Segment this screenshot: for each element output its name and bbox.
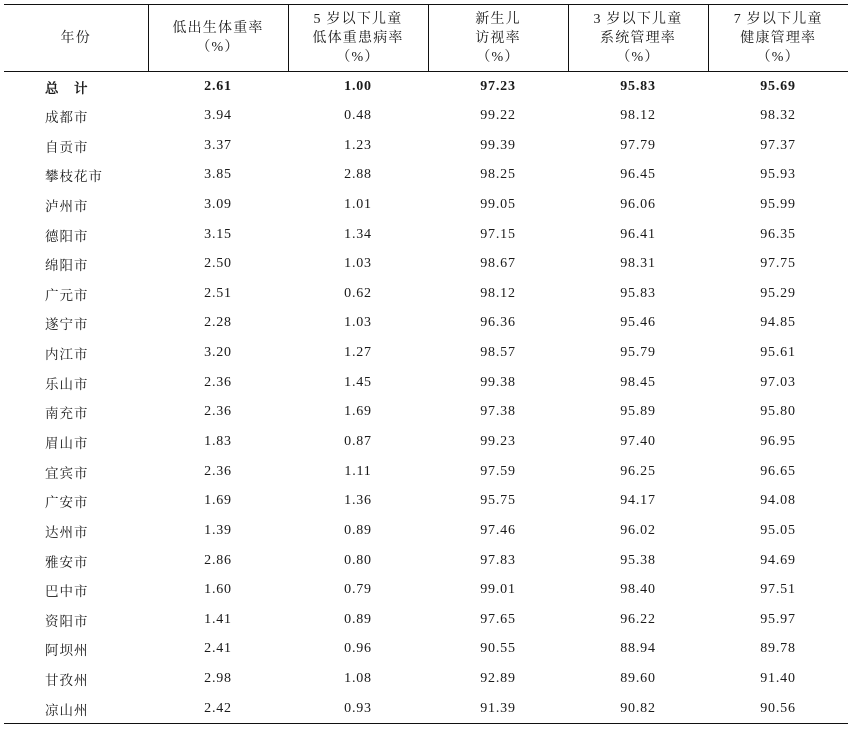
region-label: 攀枝花市: [45, 169, 103, 185]
cell-low-birth-weight-rate: 2.61: [204, 78, 232, 94]
cell-under7-health-management-rate: 96.65: [760, 463, 796, 479]
cell-under5-low-weight-prevalence: 0.87: [344, 434, 372, 449]
cell-under3-systematic-management-rate: 89.60: [620, 671, 656, 687]
cell-newborn-visit-rate: 98.57: [480, 345, 516, 361]
table-row-total: [4, 72, 848, 102]
table-row: [4, 694, 848, 724]
region-label: 甘孜州: [45, 673, 89, 689]
table-header: [4, 5, 848, 72]
cell-under7-health-management-rate: 94.85: [760, 315, 796, 331]
cell-newborn-visit-rate: 97.38: [480, 404, 516, 420]
cell-newborn-visit-rate: 97.23: [480, 78, 516, 94]
cell-low-birth-weight-rate: 1.41: [204, 611, 232, 627]
cell-under7-health-management-rate: 94.08: [760, 493, 796, 509]
cell-under5-low-weight-prevalence: 0.80: [344, 552, 372, 568]
table-row: [4, 635, 848, 665]
cell-under3-systematic-management-rate: 88.94: [620, 641, 656, 657]
table-body: [4, 72, 848, 724]
cell-under3-systematic-management-rate: 95.38: [620, 552, 656, 568]
cell-under5-low-weight-prevalence: 1.00: [344, 78, 372, 94]
table-row: [4, 249, 848, 279]
cell-under5-low-weight-prevalence: 1.27: [344, 345, 372, 361]
cell-low-birth-weight-rate: 3.37: [204, 137, 232, 153]
table-row: [4, 368, 848, 398]
region-label: 雅安市: [45, 554, 89, 570]
header-line: 5 岁以下儿童: [313, 11, 403, 27]
cell-under5-low-weight-prevalence: 1.01: [344, 196, 372, 212]
cell-low-birth-weight-rate: 3.20: [204, 345, 232, 361]
region-label: 眉山市: [45, 436, 89, 451]
region-label: 遂宁市: [45, 317, 89, 333]
cell-under7-health-management-rate: 97.75: [760, 256, 796, 272]
cell-under7-health-management-rate: 97.37: [760, 137, 796, 153]
cell-under5-low-weight-prevalence: 1.08: [344, 671, 372, 687]
region-label: 绵阳市: [45, 258, 89, 274]
cell-under5-low-weight-prevalence: 1.36: [344, 493, 372, 509]
region-label: 巴中市: [45, 584, 89, 600]
cell-under5-low-weight-prevalence: 2.88: [344, 167, 372, 183]
cell-under5-low-weight-prevalence: 0.93: [288, 694, 428, 724]
cell-low-birth-weight-rate: 1.39: [204, 522, 232, 538]
header-unit: （%）: [616, 49, 660, 65]
header-under3-systematic-management-rate: [568, 5, 708, 72]
header-line: 低出生体重率: [172, 21, 264, 36]
region-label: 达州市: [45, 524, 89, 540]
table-row: [4, 546, 848, 576]
cell-newborn-visit-rate: 97.65: [480, 611, 516, 627]
table-row: [4, 398, 848, 428]
cell-under5-low-weight-prevalence: 1.34: [344, 226, 372, 242]
header-under5-low-weight-prevalence: [288, 5, 428, 72]
cell-under3-systematic-management-rate: 96.45: [620, 167, 656, 183]
region-label: 乐山市: [45, 376, 89, 392]
cell-low-birth-weight-rate: 2.86: [204, 552, 232, 568]
region-label: 阿坝州: [45, 643, 89, 659]
cell-under3-systematic-management-rate: 90.82: [568, 694, 708, 724]
cell-newborn-visit-rate: 99.39: [480, 137, 516, 153]
cell-under5-low-weight-prevalence: 1.03: [344, 256, 372, 272]
header-line: 新生儿: [475, 11, 521, 27]
cell-under7-health-management-rate: 89.78: [760, 641, 796, 657]
cell-low-birth-weight-rate: 2.28: [204, 315, 232, 331]
cell-under3-systematic-management-rate: 96.02: [620, 522, 656, 538]
cell-under7-health-management-rate: 97.51: [760, 582, 796, 598]
region-label: 内江市: [45, 347, 89, 363]
cell-under5-low-weight-prevalence: 0.79: [344, 582, 372, 598]
total-label: 总 计: [45, 80, 89, 96]
region-label: 德阳市: [45, 228, 89, 244]
cell-newborn-visit-rate: 95.75: [480, 493, 516, 509]
cell-under7-health-management-rate: 91.40: [760, 671, 796, 687]
table-row: [4, 220, 848, 250]
cell-newborn-visit-rate: 99.01: [480, 582, 516, 598]
cell-under5-low-weight-prevalence: 0.62: [344, 285, 372, 301]
cell-low-birth-weight-rate: 2.36: [204, 463, 232, 479]
cell-newborn-visit-rate: 98.67: [480, 256, 516, 272]
cell-under3-systematic-management-rate: 98.40: [620, 582, 656, 598]
header-newborn-visit-rate: [428, 5, 568, 72]
cell-low-birth-weight-rate: 3.85: [204, 167, 232, 183]
cell-newborn-visit-rate: 99.23: [480, 434, 516, 449]
cell-under3-systematic-management-rate: 98.31: [620, 256, 656, 272]
cell-low-birth-weight-rate: 2.36: [204, 404, 232, 420]
region-label: 南充市: [45, 406, 89, 422]
header-line: 3 岁以下儿童: [593, 11, 683, 27]
cell-under3-systematic-management-rate: 96.06: [620, 196, 656, 212]
header-year: [4, 5, 148, 72]
cell-under7-health-management-rate: 97.03: [760, 374, 796, 390]
cell-under5-low-weight-prevalence: 0.96: [344, 641, 372, 657]
table-row: [4, 427, 848, 457]
cell-under7-health-management-rate: 95.69: [760, 78, 796, 94]
region-label: 宜宾市: [45, 465, 89, 481]
cell-under5-low-weight-prevalence: 1.03: [344, 315, 372, 331]
cell-under7-health-management-rate: 95.29: [760, 285, 796, 301]
header-unit: （%）: [476, 49, 520, 65]
region-label: 成都市: [45, 109, 89, 125]
cell-low-birth-weight-rate: 2.51: [204, 285, 232, 301]
cell-low-birth-weight-rate: 3.94: [204, 107, 232, 123]
header-unit: （%）: [336, 49, 380, 65]
cell-under5-low-weight-prevalence: 1.11: [344, 463, 372, 479]
cell-under7-health-management-rate: 94.69: [760, 552, 796, 568]
cell-low-birth-weight-rate: 2.41: [204, 641, 232, 657]
cell-low-birth-weight-rate: 3.15: [204, 226, 232, 242]
cell-newborn-visit-rate: 99.38: [480, 374, 516, 390]
cell-low-birth-weight-rate: 2.98: [204, 671, 232, 687]
cell-under5-low-weight-prevalence: 0.48: [344, 107, 372, 123]
table-row: [4, 605, 848, 635]
table-row: [4, 131, 848, 161]
table-row: [4, 486, 848, 516]
cell-low-birth-weight-rate: 1.69: [204, 493, 232, 509]
table-row: [4, 101, 848, 131]
cell-low-birth-weight-rate: 1.83: [204, 434, 232, 449]
cell-under7-health-management-rate: 96.35: [760, 226, 796, 242]
header-line: 访视率: [475, 30, 521, 46]
cell-under3-systematic-management-rate: 95.83: [620, 285, 656, 301]
cell-under3-systematic-management-rate: 96.22: [620, 611, 656, 627]
cell-newborn-visit-rate: 91.39: [428, 694, 568, 724]
cell-low-birth-weight-rate: 2.42: [148, 694, 288, 724]
header-unit: （%）: [756, 49, 800, 65]
cell-under5-low-weight-prevalence: 1.45: [344, 374, 372, 390]
table-row: [4, 338, 848, 368]
cell-under3-systematic-management-rate: 98.45: [620, 374, 656, 390]
cell-newborn-visit-rate: 98.25: [480, 167, 516, 183]
cell-under7-health-management-rate: 90.56: [708, 694, 848, 724]
cell-newborn-visit-rate: 97.15: [480, 226, 516, 242]
header-line: 低体重患病率: [312, 30, 404, 46]
cell-under5-low-weight-prevalence: 1.23: [344, 137, 372, 153]
statistics-table: [4, 4, 848, 724]
cell-newborn-visit-rate: 97.46: [480, 522, 516, 538]
cell-newborn-visit-rate: 97.83: [480, 552, 516, 568]
region-label: 凉山州: [4, 694, 148, 724]
cell-under3-systematic-management-rate: 97.79: [620, 137, 656, 153]
table-row: [4, 309, 848, 339]
cell-under3-systematic-management-rate: 95.46: [620, 315, 656, 331]
cell-under7-health-management-rate: 95.97: [760, 611, 796, 627]
cell-low-birth-weight-rate: 1.60: [204, 582, 232, 598]
cell-under3-systematic-management-rate: 95.79: [620, 345, 656, 361]
table-row: [4, 664, 848, 694]
cell-under7-health-management-rate: 95.93: [760, 167, 796, 183]
cell-under7-health-management-rate: 96.95: [760, 434, 796, 449]
cell-newborn-visit-rate: 90.55: [480, 641, 516, 657]
cell-newborn-visit-rate: 92.89: [480, 671, 516, 687]
cell-under3-systematic-management-rate: 94.17: [620, 493, 656, 509]
region-label: 泸州市: [45, 198, 89, 214]
header-unit: （%）: [196, 40, 240, 55]
cell-under3-systematic-management-rate: 96.41: [620, 226, 656, 242]
header-year-label: 年份: [60, 30, 91, 46]
table-row: [4, 190, 848, 220]
cell-under5-low-weight-prevalence: 0.89: [344, 522, 372, 538]
region-label: 广安市: [45, 495, 89, 511]
region-label: 资阳市: [45, 613, 89, 629]
header-line: 7 岁以下儿童: [733, 11, 823, 27]
header-line: 系统管理率: [600, 30, 676, 46]
table-row: [4, 160, 848, 190]
cell-under3-systematic-management-rate: 95.89: [620, 404, 656, 420]
cell-under7-health-management-rate: 95.61: [760, 345, 796, 361]
cell-newborn-visit-rate: 96.36: [480, 315, 516, 331]
cell-under5-low-weight-prevalence: 1.69: [344, 404, 372, 420]
cell-newborn-visit-rate: 99.22: [480, 107, 516, 123]
table-row: [4, 516, 848, 546]
cell-under5-low-weight-prevalence: 0.89: [344, 611, 372, 627]
region-label: 自贡市: [45, 139, 89, 155]
cell-newborn-visit-rate: 98.12: [480, 285, 516, 301]
cell-under7-health-management-rate: 95.99: [760, 196, 796, 212]
cell-under3-systematic-management-rate: 97.40: [620, 434, 656, 449]
cell-newborn-visit-rate: 97.59: [480, 463, 516, 479]
cell-low-birth-weight-rate: 3.09: [204, 196, 232, 212]
cell-under7-health-management-rate: 95.05: [760, 522, 796, 538]
cell-under3-systematic-management-rate: 95.83: [620, 78, 656, 94]
header-under7-health-management-rate: [708, 5, 848, 72]
cell-low-birth-weight-rate: 2.50: [204, 256, 232, 272]
cell-under3-systematic-management-rate: 96.25: [620, 463, 656, 479]
header-row: [4, 5, 848, 72]
header-low-birth-weight-rate: [148, 5, 288, 72]
table-row: [4, 575, 848, 605]
cell-under3-systematic-management-rate: 98.12: [620, 107, 656, 123]
cell-under7-health-management-rate: 95.80: [760, 404, 796, 420]
cell-under7-health-management-rate: 98.32: [760, 107, 796, 123]
table-row: [4, 457, 848, 487]
region-label: 广元市: [45, 287, 89, 303]
header-line: 健康管理率: [740, 30, 817, 46]
table-row: [4, 279, 848, 309]
cell-low-birth-weight-rate: 2.36: [204, 374, 232, 390]
cell-newborn-visit-rate: 99.05: [480, 196, 516, 212]
